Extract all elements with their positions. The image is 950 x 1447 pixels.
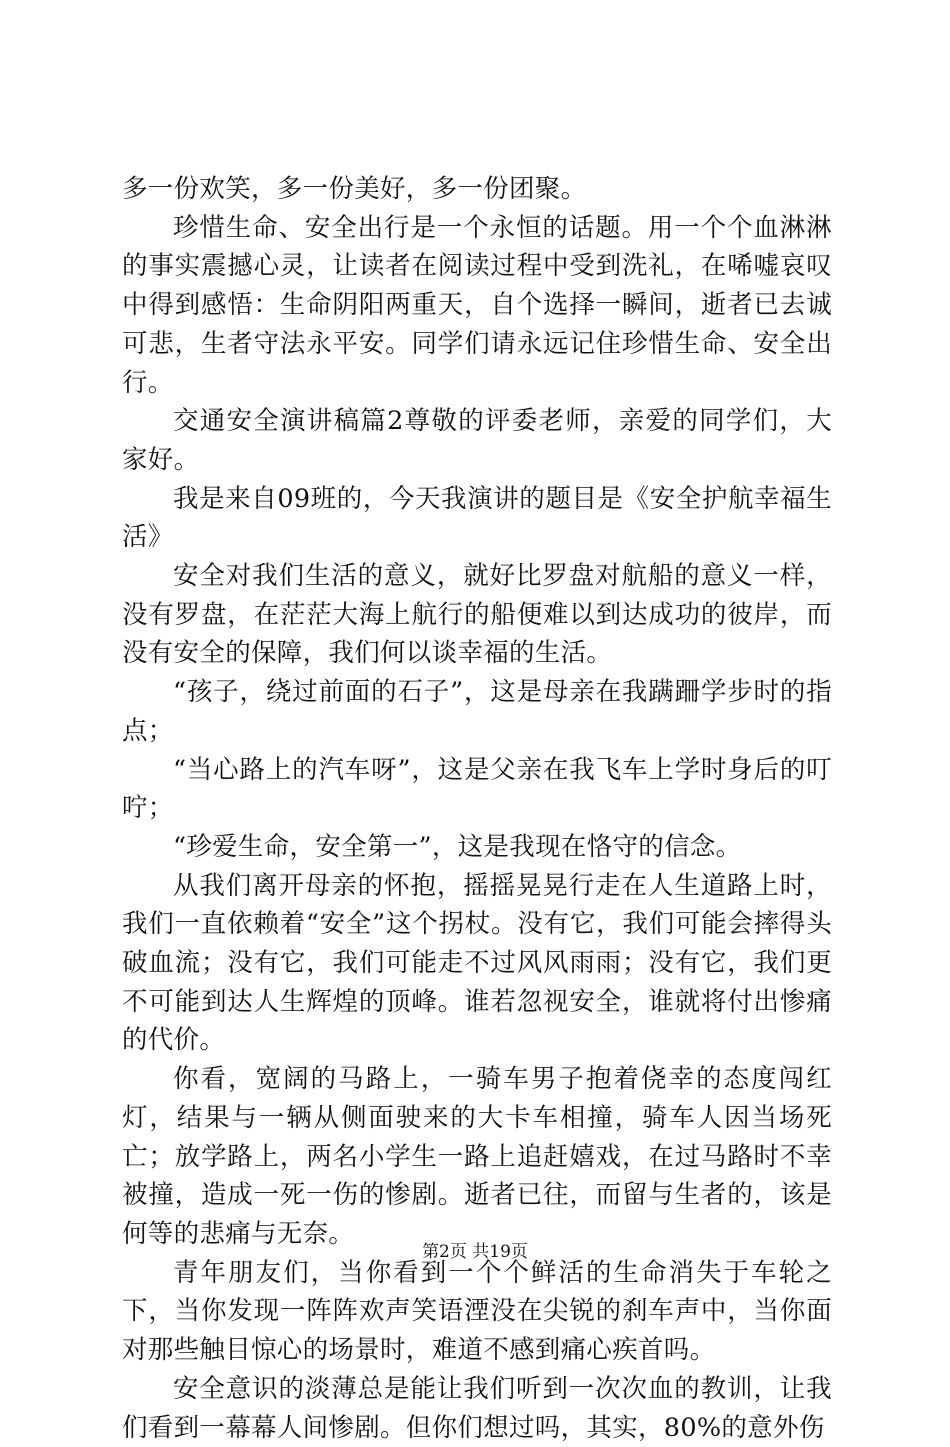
- paragraph-10: 你看，宽阔的马路上，一骑车男子抱着侥幸的态度闯红灯，结果与一辆从侧面驶来的大卡车相撞，骑车人因当场死亡；放学路上，两名小学生一路上追赶嬉戏，在过马路时不幸被撞，造成一死一伤的惨剧。逝者已往，而留与生者的，该是何等的悲痛与无奈。: [122, 1064, 832, 1249]
- paragraph-3: 交通安全演讲稿篇2尊敬的评委老师，亲爱的同学们，大家好。: [122, 406, 832, 475]
- paragraph-2: 珍惜生命、安全出行是一个永恒的话题。用一个个血淋淋的事实震撼心灵，让读者在阅读过程中受到洗礼，在唏嘘哀叹中得到感悟：生命阴阳两重天，自个选择一瞬间，逝者已去诚可悲，生者守法永平安。同学们请永远记住珍惜生命、安全出行。: [122, 212, 832, 398]
- paragraph-12: 安全意识的淡薄总是能让我们听到一次次血的教训，让我们看到一幕幕人间惨剧。但你们想过吗，其实，80%的意外伤: [122, 1373, 832, 1443]
- paragraph-5: 安全对我们生活的意义，就好比罗盘对航船的意义一样，没有罗盘，在茫茫大海上航行的船便难以到达成功的彼岸，而没有安全的保障，我们何以谈幸福的生活。: [122, 561, 832, 669]
- paragraph-9: 从我们离开母亲的怀抱，摇摇晃晃行走在人生道路上时，我们一直依赖着“安全”这个拐杖。没有它，我们可能会摔得头破血流；没有它，我们可能走不过风风雨雨；没有它，我们更不可能到达人生辉煌的顶峰。谁若忽视安全，谁就将付出惨痛的代价。: [122, 870, 832, 1056]
- paragraph-11: 青年朋友们，当你看到一个个鲜活的生命消失于车轮之下，当你发现一阵阵欢声笑语湮没在尖锐的刹车声中，当你面对那些触目惊心的场景时，难道不感到痛心疾首吗。: [122, 1257, 832, 1366]
- page-number-label: 第2页 共19页: [422, 1242, 528, 1262]
- paragraph-4: 我是来自09班的，今天我演讲的题目是《安全护航幸福生活》: [122, 483, 832, 553]
- paragraph-1: 多一份欢笑，多一份美好，多一份团聚。: [122, 174, 587, 204]
- paragraph-6: “孩子，绕过前面的石子”，这是母亲在我蹒跚学步时的指点；: [122, 677, 832, 746]
- paragraph-7: “当心路上的汽车呀”，这是父亲在我飞车上学时身后的叮咛；: [122, 754, 832, 824]
- paragraph-8: “珍爱生命，安全第一”，这是我现在恪守的信念。: [173, 831, 742, 862]
- page-footer: [0, 1240, 950, 1264]
